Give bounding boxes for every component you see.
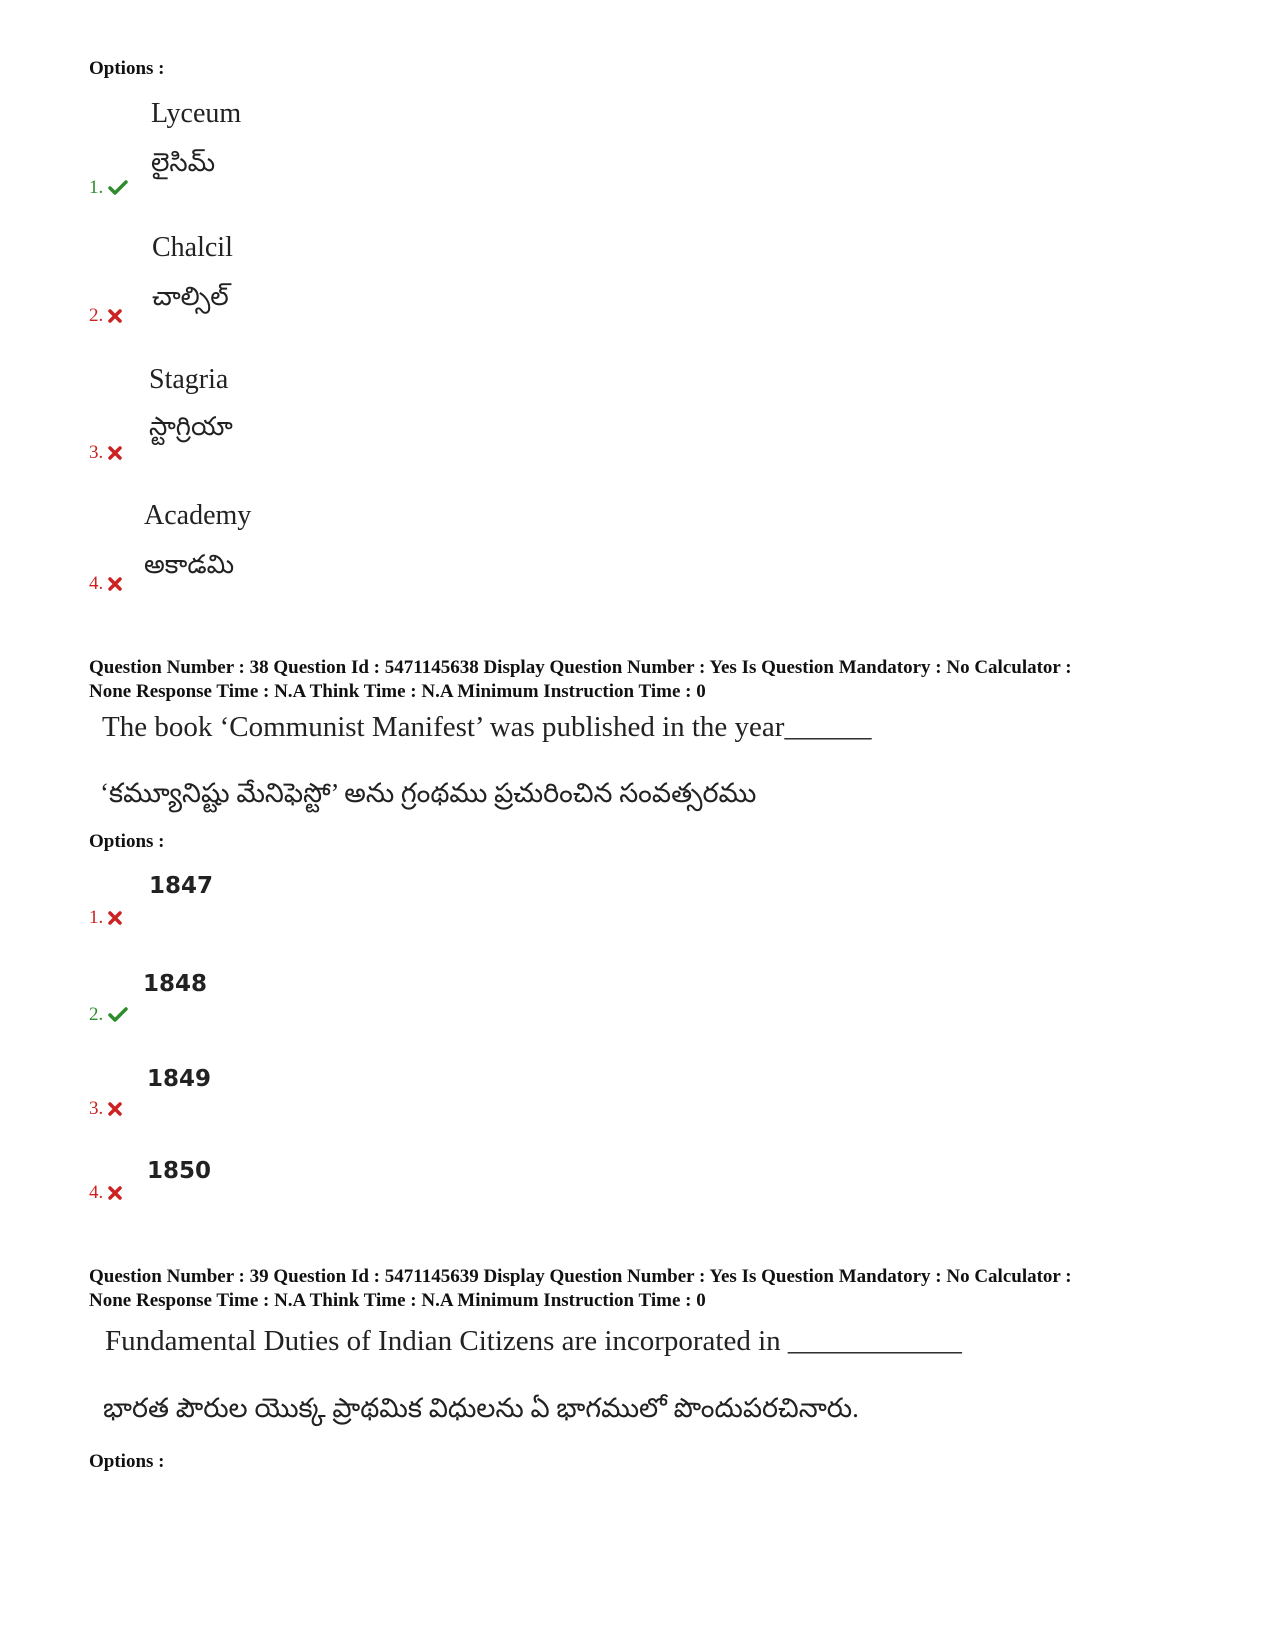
- option-1-telugu: లైసిమ్: [151, 148, 216, 177]
- option-1-marker: [89, 177, 128, 199]
- option-3-telugu: స్టాగ్రియా: [149, 412, 233, 441]
- option-number: 1.: [89, 907, 104, 928]
- option-1-english: Lyceum: [151, 98, 242, 129]
- options-label: Options :: [89, 1451, 165, 1472]
- option-number: 1.: [89, 177, 104, 198]
- check-icon: [108, 1007, 128, 1023]
- check-icon: [108, 180, 128, 196]
- option-number: 2.: [89, 1004, 104, 1025]
- question-meta-line-1: Question Number : 38 Question Id : 5471145638 Display Question Number : Yes Is Question Mandatory : No Calculator :: [89, 657, 1072, 678]
- question-meta-line-2: None Response Time : N.A Think Time : N.A Minimum Instruction Time : 0: [89, 1290, 706, 1311]
- option-1-value: 1847: [149, 873, 214, 899]
- option-4-marker: [89, 1182, 122, 1204]
- option-1-marker: [89, 907, 122, 929]
- cross-icon: [108, 1186, 122, 1200]
- question-38-text-english: The book ‘Communist Manifest’ was published in the year______: [102, 711, 872, 743]
- question-39-text-english: Fundamental Duties of Indian Citizens are incorporated in ____________: [105, 1325, 962, 1357]
- cross-icon: [108, 1102, 122, 1116]
- option-3-value: 1849: [147, 1066, 212, 1092]
- option-4-marker: [89, 573, 122, 595]
- cross-icon: [108, 309, 122, 323]
- cross-icon: [108, 446, 122, 460]
- question-meta-line-1: Question Number : 39 Question Id : 5471145639 Display Question Number : Yes Is Question Mandatory : No Calculator :: [89, 1266, 1072, 1287]
- question-39-text-telugu: భారత పౌరుల యొక్క ప్రాథమిక విధులను ఏ భాగములో పొందుపరచినారు.: [103, 1393, 859, 1423]
- question-meta-line-2: None Response Time : N.A Think Time : N.A Minimum Instruction Time : 0: [89, 681, 706, 702]
- option-2-telugu: చాల్సిల్: [152, 282, 229, 311]
- option-number: 4.: [89, 573, 104, 594]
- cross-icon: [108, 911, 122, 925]
- option-3-marker: [89, 442, 122, 464]
- option-number: 3.: [89, 1098, 104, 1119]
- options-label: Options :: [89, 58, 165, 79]
- option-number: 3.: [89, 442, 104, 463]
- option-3-english: Stagria: [149, 364, 229, 395]
- option-number: 4.: [89, 1182, 104, 1203]
- option-4-value: 1850: [147, 1158, 212, 1184]
- question-38-meta: [89, 656, 1199, 704]
- option-2-english: Chalcil: [152, 232, 233, 263]
- question-39-meta: [89, 1265, 1199, 1313]
- option-4-english: Academy: [144, 500, 252, 531]
- cross-icon: [108, 577, 122, 591]
- option-2-marker: [89, 305, 122, 327]
- option-number: 2.: [89, 305, 104, 326]
- option-4-telugu: అకాడమి: [144, 550, 235, 579]
- option-3-marker: [89, 1098, 122, 1120]
- question-38-text-telugu: ‘కమ్యూనిష్టు మేనిఫెస్టో’ అను గ్రంథము ప్రచురించిన సంవత్సరము: [100, 778, 757, 808]
- options-label: Options :: [89, 831, 165, 852]
- option-2-marker: [89, 1004, 128, 1026]
- option-2-value: 1848: [143, 971, 208, 997]
